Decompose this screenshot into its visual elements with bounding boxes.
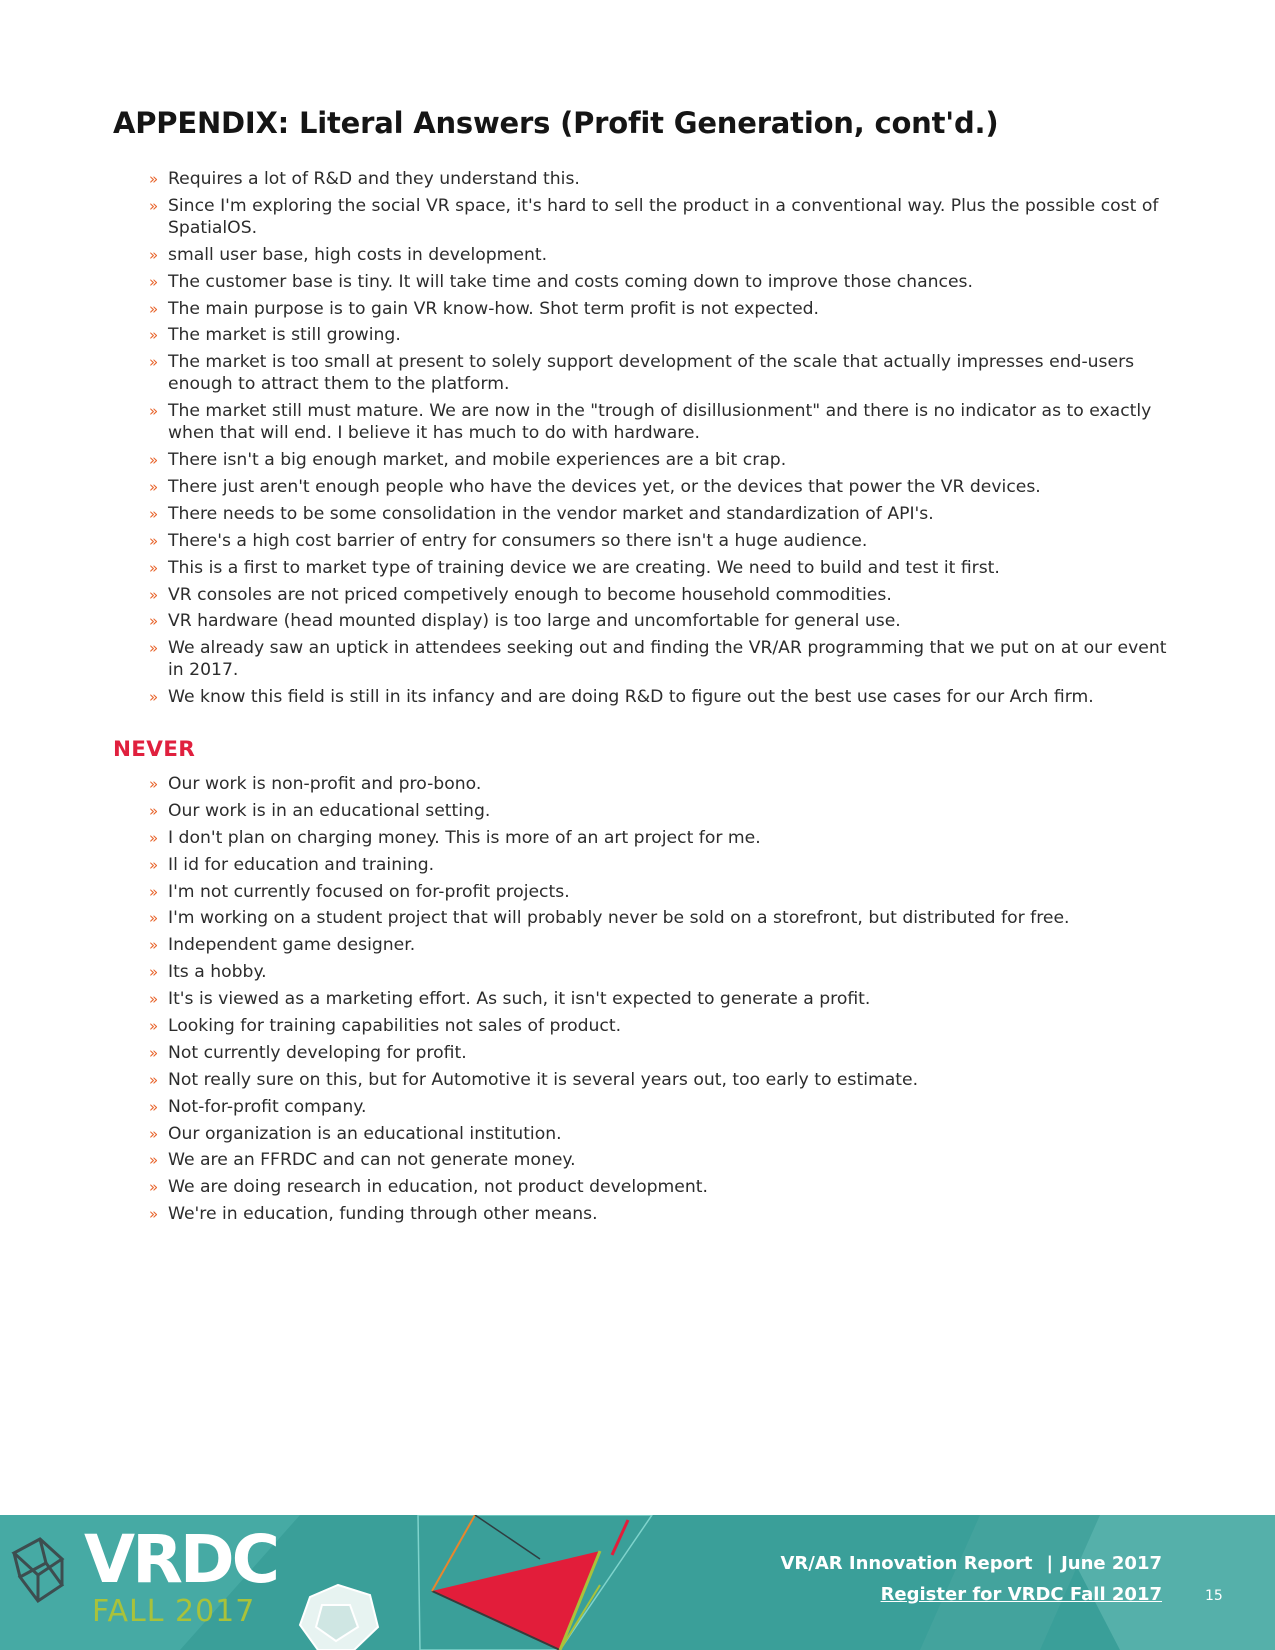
list-item — [149, 827, 1169, 849]
never-answers-list — [149, 773, 1169, 1230]
chevron-bullet-icon: » — [149, 775, 159, 793]
chevron-bullet-icon: » — [149, 801, 159, 820]
answer-text: I don't plan on charging money. This is more of an art project for me. — [168, 827, 761, 848]
chevron-bullet-icon: » — [149, 196, 159, 215]
list-item — [149, 449, 1169, 471]
chevron-bullet-icon: » — [149, 299, 159, 318]
answer-text: Not really sure on this, but for Automotive it is several years out, too early to estimate. — [168, 1069, 919, 1090]
chevron-bullet-icon: » — [149, 855, 159, 874]
answer-text: I'm not currently focused on for-profit projects. — [168, 881, 570, 902]
list-item — [149, 1123, 1169, 1145]
list-item — [149, 503, 1169, 525]
list-item — [149, 530, 1169, 552]
chevron-bullet-icon: » — [149, 909, 159, 928]
list-item — [149, 1176, 1169, 1198]
answer-text: There's a high cost barrier of entry for consumers so there isn't a huge audience. — [168, 530, 868, 551]
list-item — [149, 1069, 1169, 1091]
list-item — [149, 800, 1169, 822]
answer-text: It's is viewed as a marketing effort. As such, it isn't expected to generate a profit. — [168, 989, 871, 1010]
report-separator: | — [1046, 1553, 1054, 1574]
never-heading: NEVER — [113, 737, 196, 762]
answer-text: This is a first to market type of training device we are creating. We need to build and test it first. — [168, 557, 1000, 578]
vrdc-logo-subtitle: FALL 2017 — [92, 1594, 256, 1629]
answer-text: There needs to be some consolidation in the vendor market and standardization of API's. — [168, 503, 934, 524]
chevron-bullet-icon: » — [149, 245, 159, 264]
list-item — [149, 324, 1169, 346]
answer-text: We know this field is still in its infancy and are doing R&D to figure out the best use cases for our Arch firm. — [168, 687, 1094, 708]
answer-text: Requires a lot of R&D and they understand this. — [168, 169, 580, 189]
page-title: APPENDIX: Literal Answers (Profit Generation, cont'd.) — [113, 106, 999, 140]
dodecahedron-icon — [300, 1585, 378, 1650]
answer-text: We're in education, funding through other means. — [168, 1204, 598, 1225]
report-date: June 2017 — [1061, 1553, 1162, 1574]
answer-text: Not currently developing for profit. — [168, 1042, 467, 1063]
chevron-bullet-icon: » — [149, 1043, 159, 1062]
answer-text: Our work is non-profit and pro-bono. — [168, 774, 482, 794]
list-item — [149, 1149, 1169, 1171]
chevron-bullet-icon: » — [149, 170, 159, 188]
list-item — [149, 881, 1169, 903]
list-item — [149, 907, 1169, 929]
chevron-bullet-icon: » — [149, 990, 159, 1009]
chevron-bullet-icon: » — [149, 558, 159, 577]
list-item — [149, 195, 1169, 239]
profit-answers-list — [149, 168, 1169, 713]
chevron-bullet-icon: » — [149, 612, 159, 631]
list-item — [149, 298, 1169, 320]
answer-text: The customer base is tiny. It will take time and costs coming down to improve those chances. — [168, 271, 973, 292]
answer-text: I'm working on a student project that will probably never be sold on a storefront, but distributed for free. — [168, 908, 1070, 929]
chevron-bullet-icon: » — [149, 936, 159, 955]
chevron-bullet-icon: » — [149, 1124, 159, 1143]
vrdc-logo: VRDC — [84, 1521, 278, 1598]
list-item — [149, 686, 1169, 708]
answer-text: Il id for education and training. — [168, 854, 435, 875]
answer-text: small user base, high costs in development. — [168, 244, 548, 265]
chevron-bullet-icon: » — [149, 326, 159, 345]
answer-text: Our organization is an educational institution. — [168, 1123, 562, 1144]
answer-text: The market is still growing. — [168, 325, 401, 346]
chevron-bullet-icon: » — [149, 451, 159, 470]
answer-text: Since I'm exploring the social VR space, it's hard to sell the product in a conventional way. Plus the possible cost of SpatialOS. — [168, 195, 1159, 238]
list-item — [149, 584, 1169, 606]
chevron-bullet-icon: » — [149, 1151, 159, 1170]
answer-text: We are an FFRDC and can not generate money. — [168, 1150, 576, 1171]
chevron-bullet-icon: » — [149, 688, 159, 707]
answer-text: Its a hobby. — [168, 962, 267, 983]
chevron-bullet-icon: » — [149, 963, 159, 982]
list-item — [149, 557, 1169, 579]
list-item — [149, 988, 1169, 1010]
list-item — [149, 244, 1169, 266]
list-item — [149, 351, 1169, 395]
list-item — [149, 271, 1169, 293]
chevron-bullet-icon: » — [149, 272, 159, 291]
list-item — [149, 854, 1169, 876]
answer-text: There isn't a big enough market, and mobile experiences are a bit crap. — [168, 450, 787, 471]
chevron-bullet-icon: » — [149, 353, 159, 372]
list-item — [149, 168, 1169, 190]
page-number: 15 — [1205, 1588, 1223, 1604]
chevron-bullet-icon: » — [149, 1017, 159, 1036]
answer-text: The market is too small at present to solely support development of the scale that actually impresses end-users enough to attract them to the platform. — [168, 352, 1135, 395]
list-item — [149, 773, 1169, 795]
answer-text: Not-for-profit company. — [168, 1096, 367, 1117]
list-item — [149, 400, 1169, 444]
report-name: VR/AR Innovation Report — [780, 1553, 1033, 1574]
answer-text: We are doing research in education, not product development. — [168, 1177, 708, 1198]
list-item — [149, 476, 1169, 498]
chevron-bullet-icon: » — [149, 504, 159, 523]
list-item — [149, 1203, 1169, 1225]
chevron-bullet-icon: » — [149, 478, 159, 497]
list-item — [149, 1015, 1169, 1037]
answer-text: VR consoles are not priced competively enough to become household commodities. — [168, 584, 892, 605]
report-info — [780, 1553, 1162, 1574]
answer-text: Looking for training capabilities not sales of product. — [168, 1016, 622, 1037]
footer-facet-mid — [920, 1515, 1100, 1650]
answer-text: Independent game designer. — [168, 935, 416, 956]
chevron-bullet-icon: » — [149, 828, 159, 847]
list-item — [149, 934, 1169, 956]
chevron-bullet-icon: » — [149, 639, 159, 658]
chevron-bullet-icon: » — [149, 402, 159, 421]
chevron-bullet-icon: » — [149, 1070, 159, 1089]
list-item — [149, 961, 1169, 983]
answer-text: The main purpose is to gain VR know-how. Shot term profit is not expected. — [168, 298, 820, 319]
chevron-bullet-icon: » — [149, 531, 159, 550]
answer-text: There just aren't enough people who have the devices yet, or the devices that power the VR devices. — [168, 477, 1041, 498]
chevron-bullet-icon: » — [149, 585, 159, 604]
chevron-bullet-icon: » — [149, 1178, 159, 1197]
list-item — [149, 1096, 1169, 1118]
footer-banner — [0, 1515, 1275, 1650]
chevron-bullet-icon: » — [149, 1205, 159, 1224]
answer-text: We already saw an uptick in attendees seeking out and finding the VR/AR programming that we put on at our event in 2017. — [168, 638, 1167, 681]
chevron-bullet-icon: » — [149, 1097, 159, 1116]
answer-text: Our work is in an educational setting. — [168, 800, 491, 821]
answer-text: VR hardware (head mounted display) is too large and uncomfortable for general use. — [168, 611, 901, 632]
list-item — [149, 1042, 1169, 1064]
chevron-bullet-icon: » — [149, 882, 159, 901]
register-link[interactable]: Register for VRDC Fall 2017 — [880, 1584, 1162, 1605]
answer-text: The market still must mature. We are now in the "trough of disillusionment" and there is no indicator as to exactly when that will end. I believe it has much to do with hardware. — [168, 401, 1152, 444]
list-item — [149, 610, 1169, 632]
red-triangle-graphic — [418, 1515, 652, 1650]
list-item — [149, 637, 1169, 681]
